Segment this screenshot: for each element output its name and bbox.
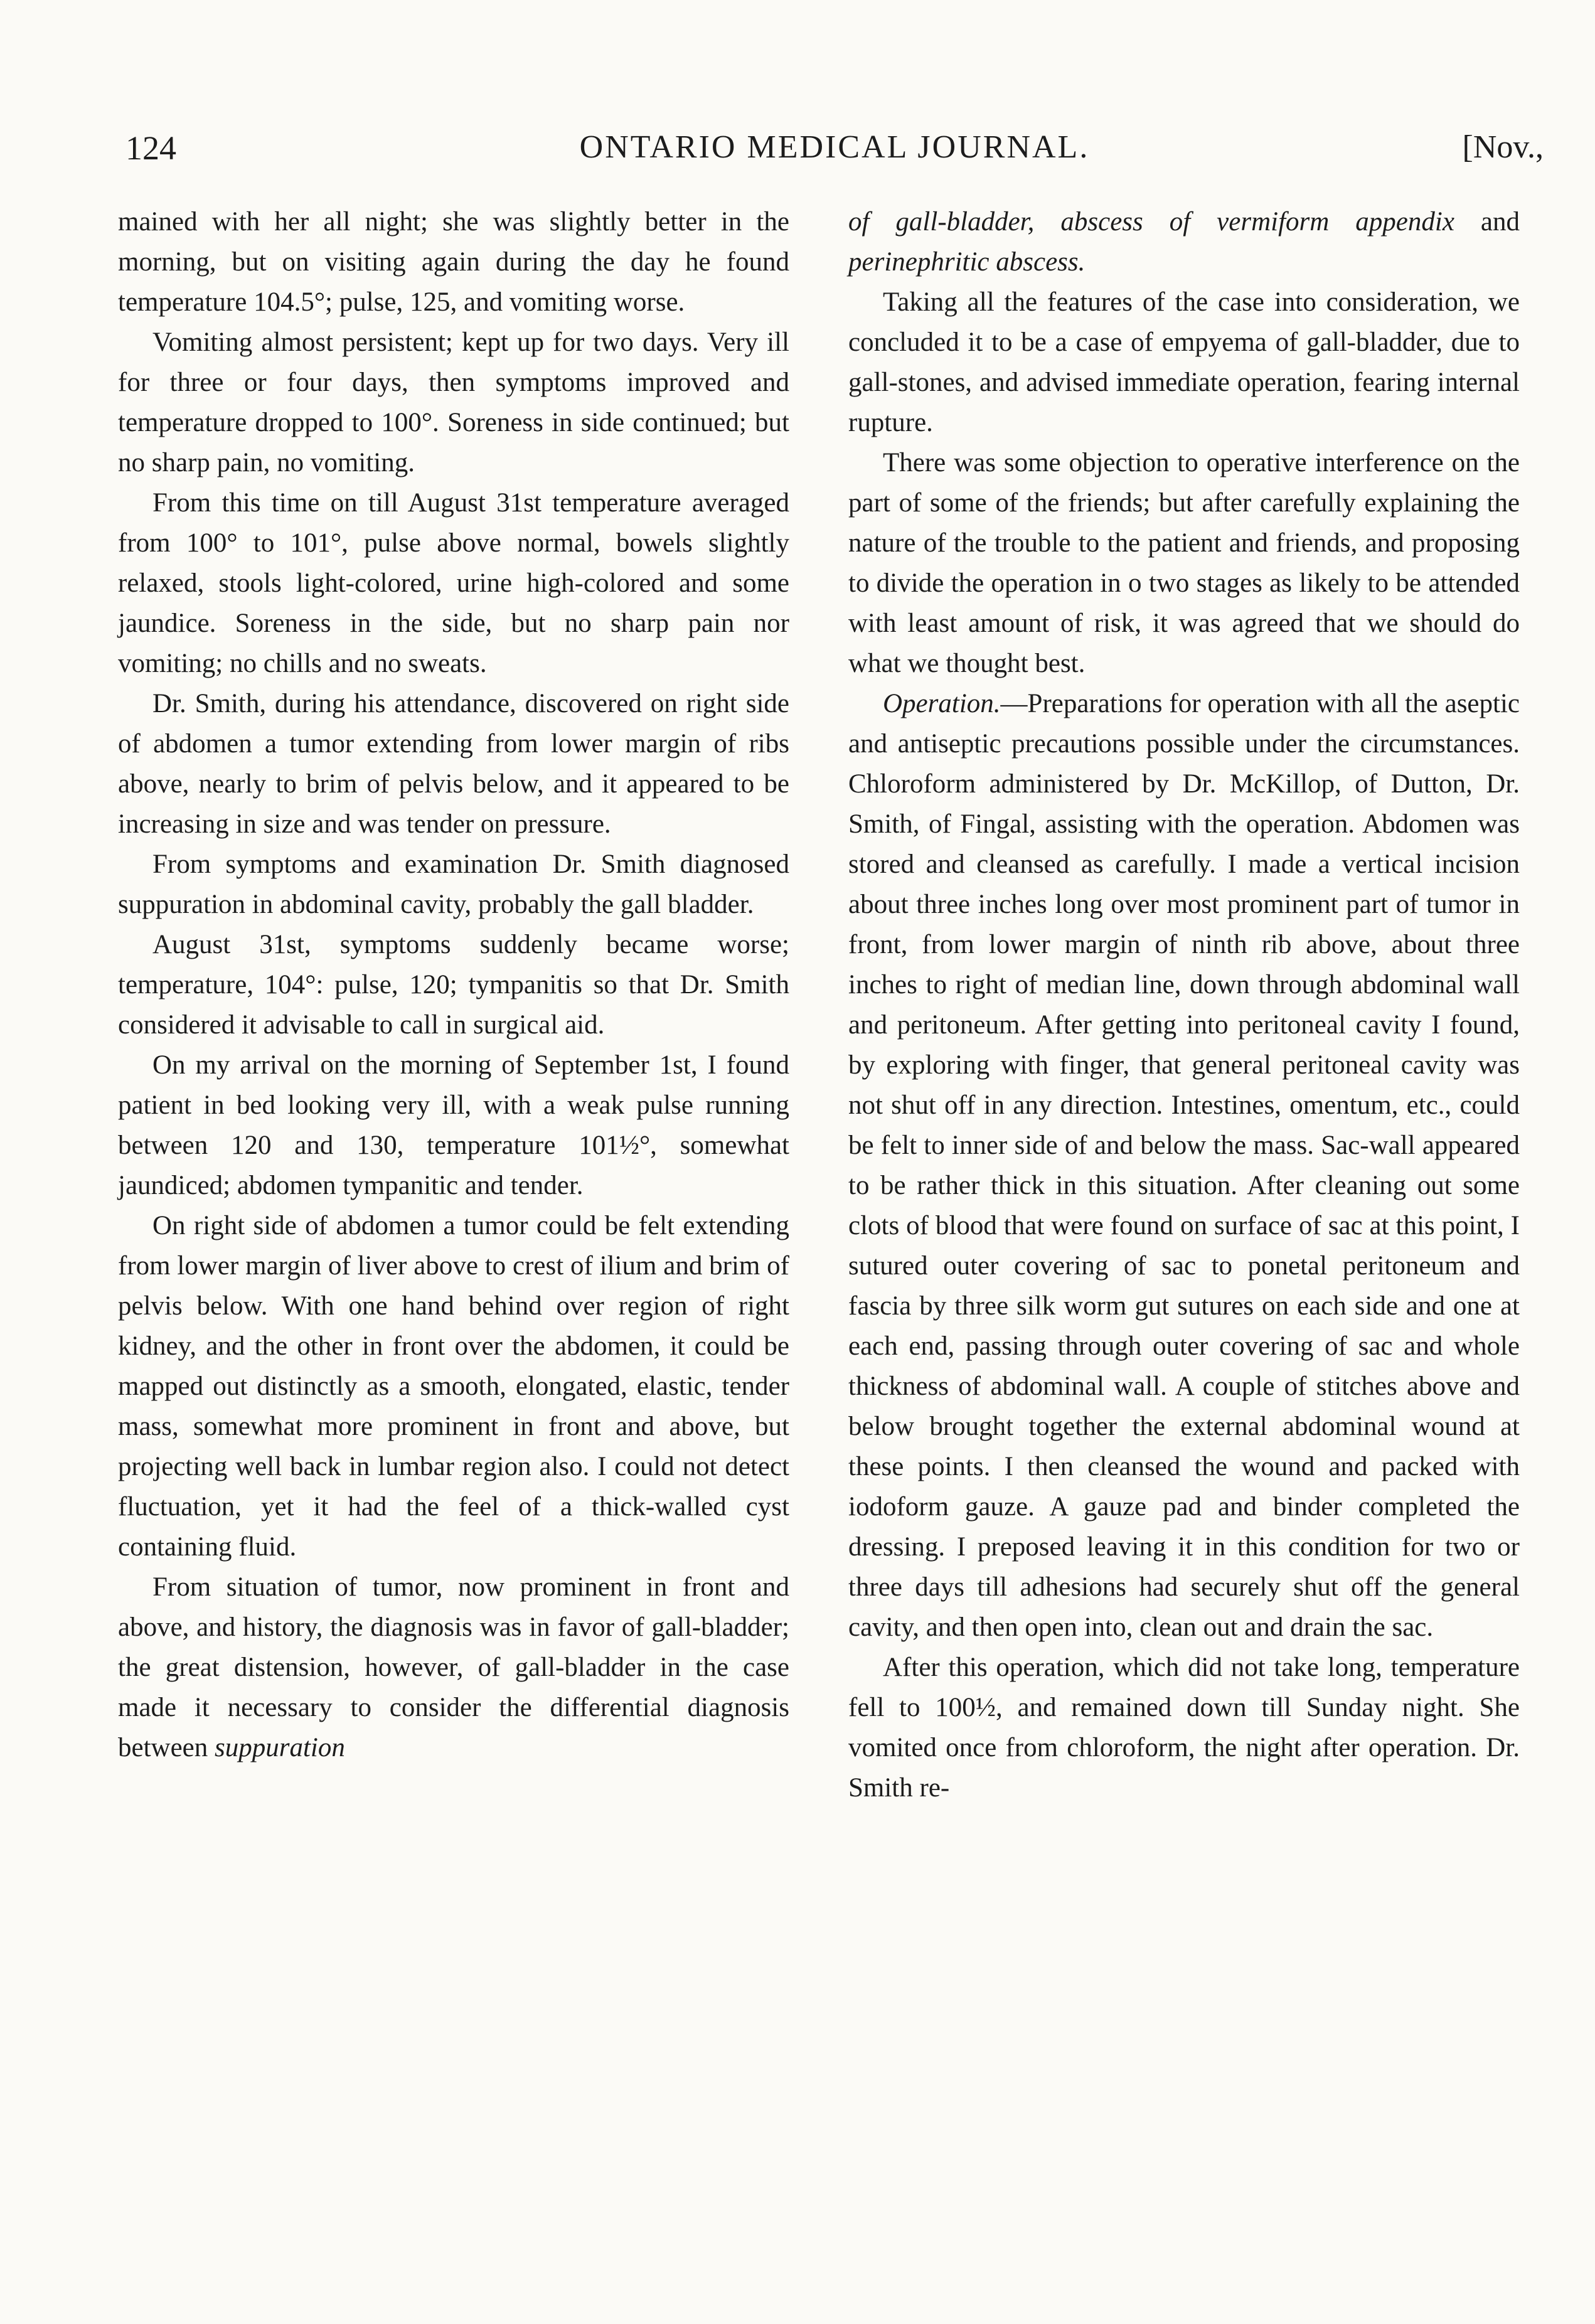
paragraph: Vomiting almost persistent; kept up for two days. Very ill for three or four days, then symptoms improved and temperature dropped to 100°. Soreness in side continued; but no sharp pain, no vomiting. (118, 328, 789, 477)
running-header (125, 129, 1544, 179)
right-column (848, 202, 1520, 1808)
paragraph: On right side of abdomen a tumor could be felt extending from lower margin of liver above to crest of ilium and brim of pelvis below. With one hand behind over region of right kidney, and the other in front over the abdomen, it could be mapped out distinctly as a smooth, elongated, elastic, tender mass, somewhat more prominent in front and above, but projecting well back in lumbar region also. I could not detect fluctuation, yet it had the feel of a thick-walled cyst containing fluid. (118, 1211, 789, 1562)
journal-title: ONTARIO MEDICAL JOURNAL. (579, 129, 1090, 165)
paragraph: Operation.—Preparations for operation with all the aseptic and antiseptic precautions possible under the circumstances. Chloroform administered by Dr. McKillop, of Dutton, Dr. Smith, of Fingal, assisting with the operation. Abdomen was stored and cleansed as carefully. I made a vertical incision about three inches long over most prominent part of tumor in front, from lower margin of ninth rib above, about three inches to right of median line, down through abdominal wall and peritoneum. After getting into peritoneal cavity I found, by exploring with finger, that general peritoneal cavity was not shut off in any direction. Intestines, omentum, etc., could be felt to inner side of and below the mass. Sac-wall appeared to be rather thick in this situation. After cleaning out some clots of blood that were found on surface of sac at this point, I sutured outer covering of sac to ponetal peritoneum and fascia by three silk worm gut sutures on each side and one at each end, passing through outer covering of sac and whole thickness of abdominal wall. A couple of stitches above and below brought together the external abdominal wound at these points. I then cleansed the wound and packed with iodoform gauze. A gauze pad and binder completed the dressing. I preposed leaving it in this condition for two or three days till adhesions had securely shut off the general cavity, and then open into, clean out and drain the sac. (848, 689, 1520, 1642)
header-month: [Nov., (1462, 129, 1544, 165)
paragraph: August 31st, symptoms suddenly became worse; temperature, 104°: pulse, 120; tympanitis so that Dr. Smith considered it advisable to call in surgical aid. (118, 930, 789, 1040)
paragraph: After this operation, which did not take long, temperature fell to 100½, and remained down till Sunday night. She vomited once from chloroform, the night after operation. Dr. Smith re- (848, 1653, 1520, 1803)
paragraph: On my arrival on the morning of September 1st, I found patient in bed looking very ill, with a weak pulse running between 120 and 130, temperature 101½°, somewhat jaundiced; abdomen tympanitic and tender. (118, 1050, 789, 1200)
paragraph: of gall-bladder, abscess of vermiform appendix and perinephritic abscess. (848, 207, 1520, 277)
paragraph: Dr. Smith, during his attendance, discovered on right side of abdomen a tumor extending from lower margin of ribs above, nearly to brim of pelvis below, and it appeared to be increasing in size and was tender on pressure. (118, 689, 789, 839)
paragraph: From symptoms and examination Dr. Smith diagnosed suppuration in abdominal cavity, probably the gall bladder. (118, 850, 789, 919)
left-column (118, 202, 789, 1768)
paragraph: Taking all the features of the case into consideration, we concluded it to be a case of empyema of gall-bladder, due to gall-stones, and advised immediate operation, fearing internal rupture. (848, 287, 1520, 437)
paragraph: From situation of tumor, now prominent in front and above, and history, the diagnosis was in favor of gall-bladder; the great distension, however, of gall-bladder in the case made it necessary to consider the differential diagnosis between suppuration (118, 1572, 789, 1762)
paragraph: From this time on till August 31st temperature averaged from 100° to 101°, pulse above normal, bowels slightly relaxed, stools light-colored, urine high-colored and some jaundice. Soreness in the side, but no sharp pain nor vomiting; no chills and no sweats. (118, 488, 789, 678)
paragraph: There was some objection to operative interference on the part of some of the friends; but after carefully explaining the nature of the trouble to the patient and friends, and proposing to divide the operation in o two stages as likely to be attended with least amount of risk, it was agreed that we should do what we thought best. (848, 448, 1520, 678)
page-number: 124 (125, 129, 176, 167)
paragraph: mained with her all night; she was slightly better in the morning, but on visiting again during the day he found temperature 104.5°; pulse, 125, and vomiting worse. (118, 207, 789, 317)
